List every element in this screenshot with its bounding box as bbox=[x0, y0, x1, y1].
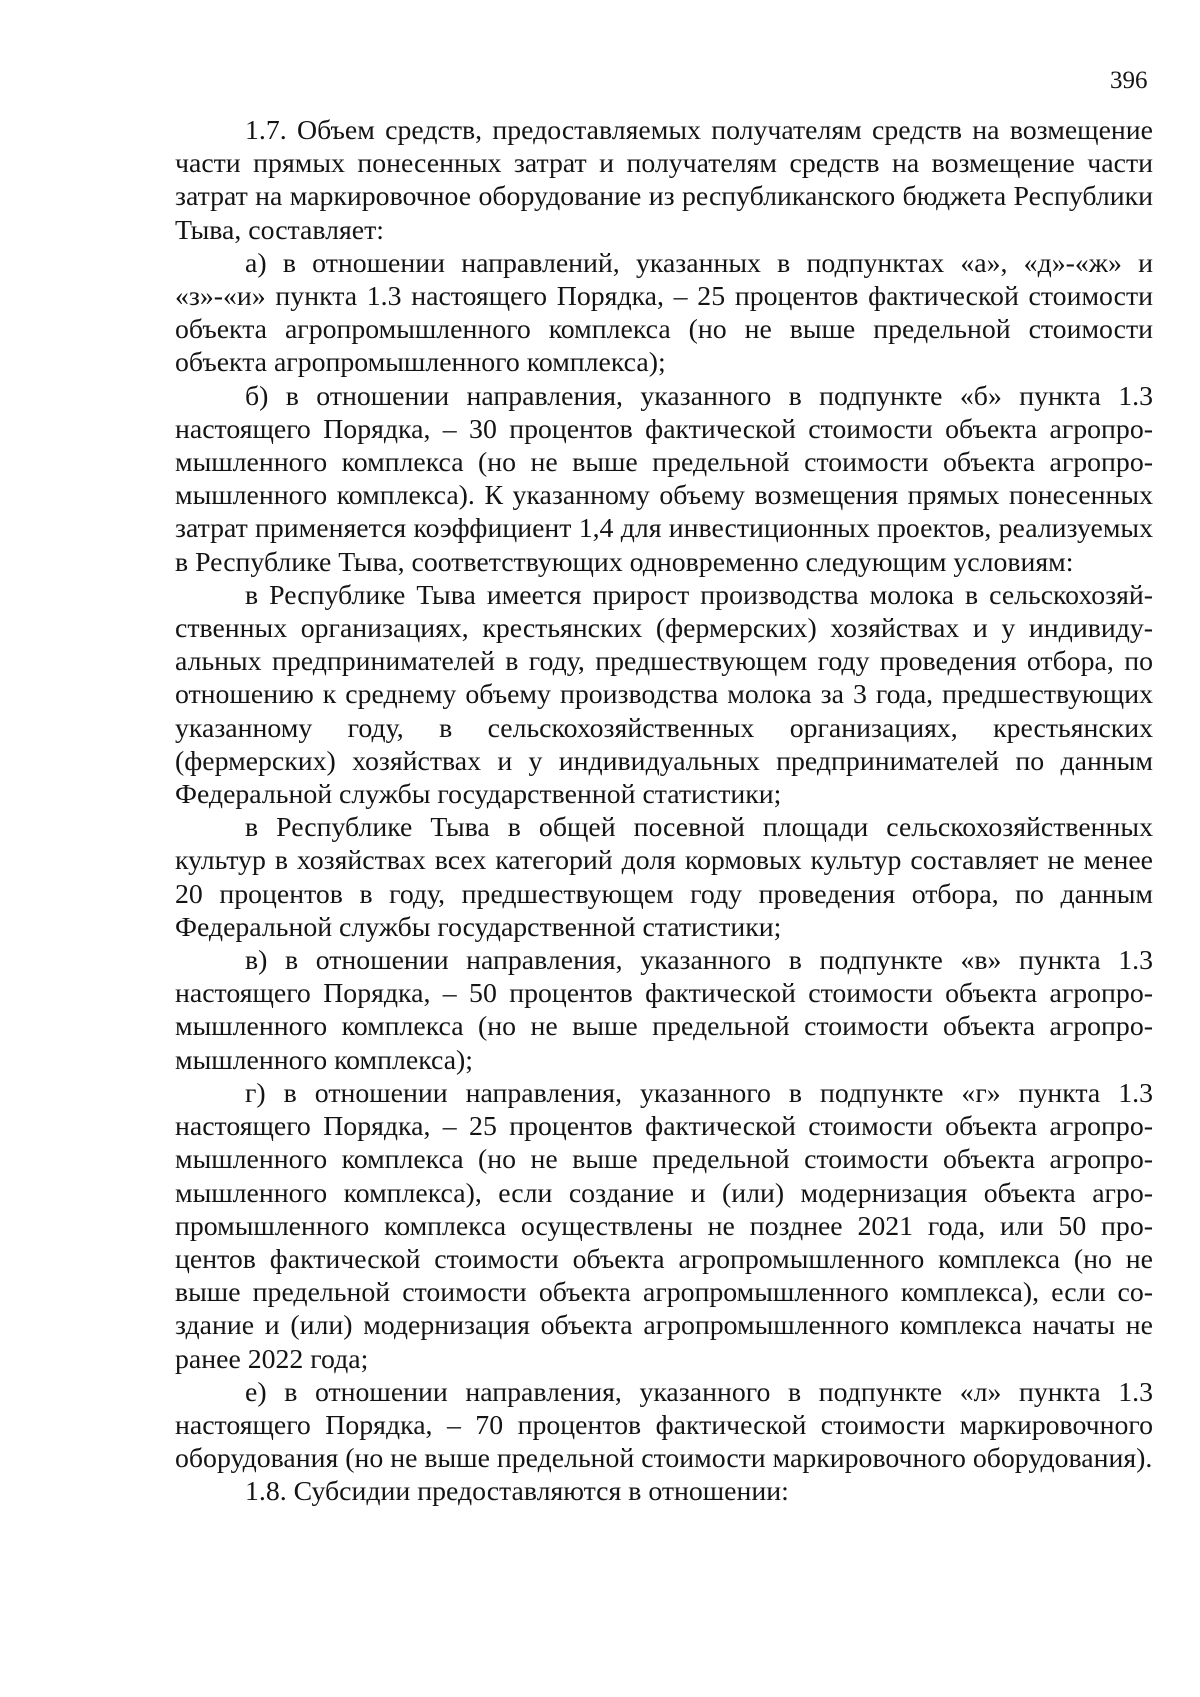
paragraph-subitem-e: е) в отношении направления, указанного в подпункте «л» пункта 1.3 настоящего Порядка, – 70 процентов фактической стоимости маркировочного оборудования (но не выше предельной стоимости маркировочного оборудования). bbox=[175, 1376, 1153, 1475]
paragraph-condition-milk: в Республике Тыва имеется прирост производства молока в сельскохозяйственных организациях, крестьянских (фермерских) хозяйствах и у индивидуальных предпринимателей в году, предшествующем году проведения отбора, по отношению к среднему объему производства молока за 3 года, предшествующих указанному году, в сельскохозяйственных организациях, крестьянских (фермерских) хозяйствах и у индивидуальных предпринимателей по данным Федеральной службы государственной статистики; bbox=[175, 579, 1153, 811]
paragraph-subitem-a: а) в отношении направлений, указанных в подпунктах «а», «д»-«ж» и «з»-«и» пункта 1.3 настоящего Порядка, – 25 процентов фактической стоимости объекта агропромышленного комплекса (но не выше предельной стоимости объекта агропромышленного комплекса); bbox=[175, 247, 1153, 379]
paragraph-1-7-intro: 1.7. Объем средств, предоставляемых получателям средств на возмещение части прямых понесенных затрат и получателям средств на возмещение части затрат на маркировочное оборудование из республиканского бюджета Республики Тыва, составляет: bbox=[175, 115, 1153, 246]
paragraph-subitem-g: г) в отношении направления, указанного в подпункте «г» пункта 1.3 настоящего Порядка, – 25 процентов фактической стоимости объекта агропромышленного комплекса (но не выше предельной стоимости объекта агропромышленного комплекса), если создание и (или) модернизация объекта агропромышленного комплекса осуществлены не позднее 2021 года, или 50 процентов фактической стоимости объекта агропромышленного комплекса (но не выше предельной стоимости объекта агропромышленного комплекса), если создание и (или) модернизация объекта агропромышленного комплекса начаты не ранее 2022 года; bbox=[175, 1077, 1153, 1375]
paragraph-1-8-heading: 1.8. Субсидии предоставляются в отношении: bbox=[245, 1476, 789, 1508]
paragraph-condition-fodder: в Республике Тыва в общей посевной площади сельскохозяйственных культур в хозяйствах всех категорий доля кормовых культур составляет не менее 20 процентов в году, предшествующем году проведения отбора, по данным Федеральной службы государственной статистики; bbox=[175, 812, 1153, 943]
page-number: 396 bbox=[1110, 67, 1148, 94]
document-body bbox=[175, 114, 1153, 1509]
paragraph-subitem-v: в) в отношении направления, указанного в подпункте «в» пункта 1.3 настоящего Порядка, – 50 процентов фактической стоимости объекта агропромышленного комплекса (но не выше предельной стоимости объекта агропромышленного комплекса); bbox=[175, 945, 1153, 1076]
paragraph-subitem-b: б) в отношении направления, указанного в подпункте «б» пункта 1.3 настоящего Порядка, – 30 процентов фактической стоимости объекта агропромышленного комплекса (но не выше предельной стоимости объекта агропромышленного комплекса). К указанному объему возмещения прямых понесенных затрат применяется коэффициент 1,4 для инвестиционных проектов, реализуемых в Республике Тыва, соответствующих одновременно следующим условиям: bbox=[175, 380, 1153, 578]
